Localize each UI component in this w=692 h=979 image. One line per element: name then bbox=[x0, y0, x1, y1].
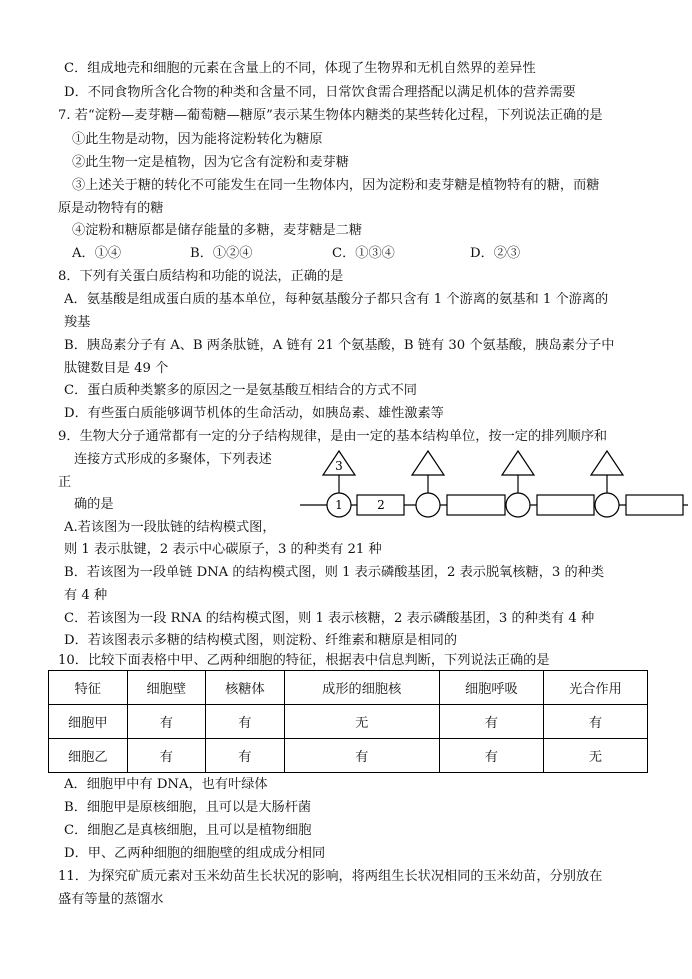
table-header: 核糖体 bbox=[206, 671, 285, 705]
table-cell: 有 bbox=[439, 739, 543, 773]
table-cell: 有 bbox=[206, 705, 285, 739]
table-row bbox=[49, 739, 648, 773]
table-header: 细胞壁 bbox=[127, 671, 206, 705]
q7-statement-2: ②此生物一定是植物，因为它含有淀粉和麦芽糖 bbox=[72, 155, 349, 170]
q8-option-a-cont: 羧基 bbox=[64, 315, 91, 330]
circle bbox=[416, 493, 440, 517]
option-d-line: D．不同食物所含化合物的种类和含量不同，日常饮食需合理搭配以满足机体的营养需要 bbox=[64, 85, 576, 100]
q9-option-c: C．若该图为一段 RNA 的结构模式图，则 1 表示核糖，2 表示磷酸基团，3 的种类有 4 种 bbox=[64, 611, 595, 626]
table-cell: 无 bbox=[543, 739, 647, 773]
table-header: 成形的细胞核 bbox=[284, 671, 439, 705]
q10-option-a: A．细胞甲中有 DNA，也有叶绿体 bbox=[64, 777, 268, 792]
q7-statement-4: ④淀粉和糖原都是储存能量的多糖，麦芽糖是二糖 bbox=[72, 223, 363, 238]
q8-option-a: A．氨基酸是组成蛋白质的基本单位，每种氨基酸分子都只含有 1 个游离的氨基和 1 个游离的 bbox=[64, 292, 609, 307]
table-header-row bbox=[49, 671, 648, 705]
question-9-stem-cont3: 确的是 bbox=[74, 497, 114, 512]
option-c-line: C．组成地壳和细胞的元素在含量上的不同，体现了生物界和无机自然界的差异性 bbox=[64, 61, 536, 76]
q7-option-d: D．②③ bbox=[470, 246, 521, 261]
table-cell: 有 bbox=[127, 739, 206, 773]
q9-option-a-cont: 则 1 表示肽键，2 表示中心碳原子，3 的种类有 21 种 bbox=[64, 542, 382, 557]
q7-option-a: A．①④ bbox=[72, 246, 122, 261]
q8-option-d: D．有些蛋白质能够调节机体的生命活动，如胰岛素、雄性激素等 bbox=[64, 406, 444, 421]
rectangle bbox=[537, 495, 594, 515]
table-header: 细胞呼吸 bbox=[439, 671, 543, 705]
q7-statement-3-cont: 原是动物特有的糖 bbox=[58, 201, 164, 216]
cell-comparison-table bbox=[48, 670, 648, 773]
q8-option-b: B．胰岛素分子有 A、B 两条肽链，A 链有 21 个氨基酸，B 链有 30 个氨基酸，胰岛素分子中 bbox=[64, 338, 615, 353]
circle bbox=[506, 493, 530, 517]
table-cell: 有 bbox=[284, 739, 439, 773]
q8-option-b-cont: 肽键数目是 49 个 bbox=[64, 361, 169, 376]
question-9-stem-cont2: 正 bbox=[58, 475, 72, 490]
triangle bbox=[591, 451, 623, 475]
q9-option-d: D．若该图表示多糖的结构模式图，则淀粉、纤维素和糖原是相同的 bbox=[64, 633, 458, 648]
diagram-label-3: 3 bbox=[335, 459, 343, 473]
question-11-stem: 11．为探究矿质元素对玉米幼苗生长状况的影响，将两组生长状况相同的玉米幼苗，分别放在 bbox=[58, 869, 603, 884]
q9-option-b-cont: 有 4 种 bbox=[64, 588, 108, 603]
question-9-stem-cont: 连接方式形成的多聚体，下列表述 bbox=[74, 452, 272, 467]
rectangle bbox=[447, 495, 505, 515]
diagram-label-1: 1 bbox=[335, 498, 343, 512]
q10-option-c: C．细胞乙是真核细胞，且可以是植物细胞 bbox=[64, 823, 312, 838]
rectangle bbox=[626, 495, 683, 515]
table-cell: 有 bbox=[543, 705, 647, 739]
triangle bbox=[412, 451, 444, 475]
diagram-label-2: 2 bbox=[377, 498, 385, 512]
circle bbox=[595, 493, 619, 517]
question-7-stem: 7. 若“淀粉—麦芽糖—葡萄糖—糖原”表示某生物体内糖类的某些转化过程，下列说法正确的是 bbox=[58, 108, 603, 123]
table-header: 特征 bbox=[49, 671, 128, 705]
q7-statement-1: ①此生物是动物，因为能将淀粉转化为糖原 bbox=[72, 132, 323, 147]
table-row bbox=[49, 705, 648, 739]
table-cell: 无 bbox=[284, 705, 439, 739]
triangle bbox=[502, 451, 534, 475]
q10-option-b: B．细胞甲是原核细胞，且可以是大肠杆菌 bbox=[64, 800, 312, 815]
table-cell: 有 bbox=[206, 739, 285, 773]
q9-option-a: A.若该图为一段肽链的结构模式图， bbox=[64, 520, 276, 535]
q8-option-c: C．蛋白质种类繁多的原因之一是氨基酸互相结合的方式不同 bbox=[64, 383, 417, 398]
q9-option-b: B．若该图为一段单链 DNA 的结构模式图，则 1 表示磷酸基团，2 表示脱氧核糖，3 的种类 bbox=[64, 565, 605, 580]
question-11-stem-cont: 盛有等量的蒸馏水 bbox=[58, 892, 164, 907]
q7-statement-3: ③上述关于糖的转化不可能发生在同一生物体内，因为淀粉和麦芽糖是植物特有的糖，而糖 bbox=[72, 178, 600, 193]
question-9-stem: 9．生物大分子通常都有一定的分子结构规律，是由一定的基本结构单位，按一定的排列顺序和 bbox=[58, 429, 608, 444]
table-cell: 有 bbox=[439, 705, 543, 739]
q7-option-b: B．①②④ bbox=[190, 246, 253, 261]
table-cell: 细胞乙 bbox=[49, 739, 128, 773]
question-10-stem: 10．比较下面表格中甲、乙两种细胞的特征，根据表中信息判断，下列说法正确的是 bbox=[58, 653, 550, 668]
table-header: 光合作用 bbox=[543, 671, 647, 705]
question-8-stem: 8．下列有关蛋白质结构和功能的说法，正确的是 bbox=[58, 269, 344, 284]
q10-option-d: D．甲、乙两种细胞的细胞壁的组成成分相同 bbox=[64, 846, 326, 861]
q7-option-c: C．①③④ bbox=[332, 246, 395, 261]
table-cell: 有 bbox=[127, 705, 206, 739]
table-cell: 细胞甲 bbox=[49, 705, 128, 739]
